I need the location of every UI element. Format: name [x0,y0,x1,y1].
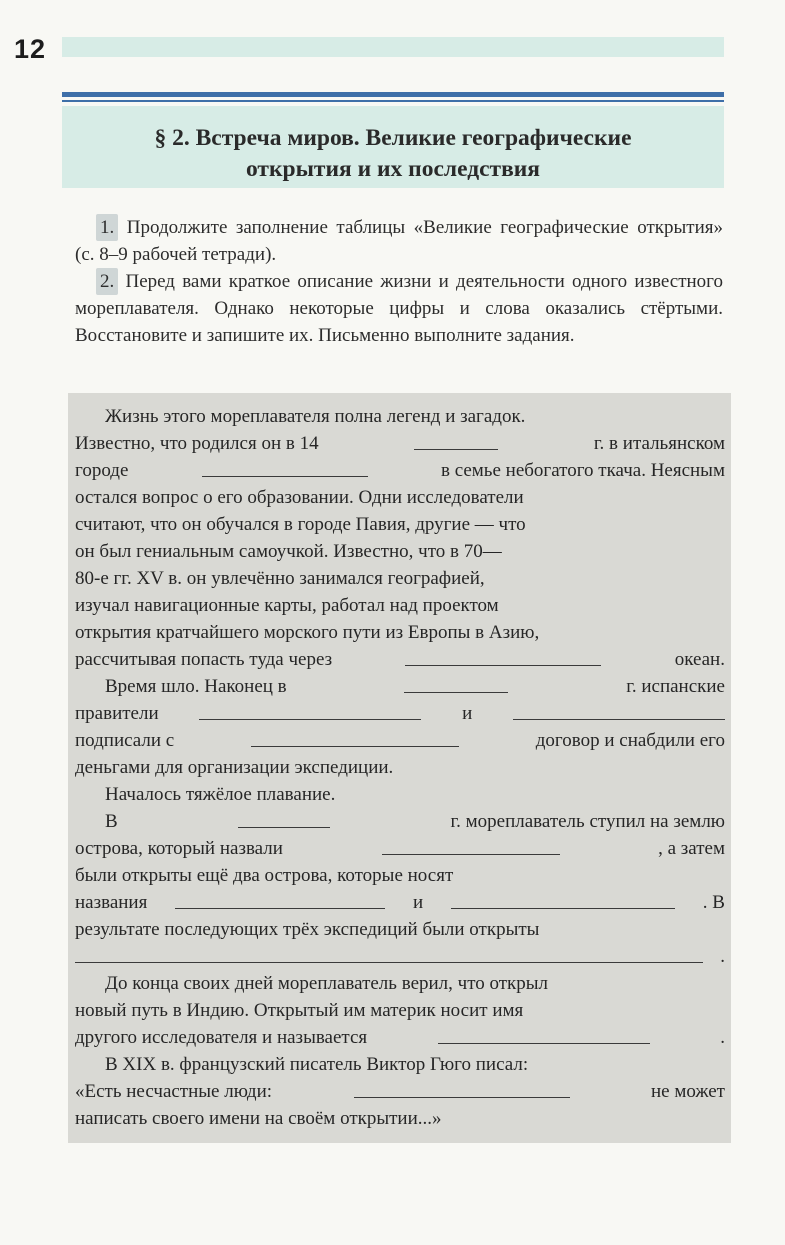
fill-blank[interactable] [414,430,498,450]
fill-blank[interactable] [75,943,703,963]
passage-line [75,565,725,593]
passage-text: были открыты ещё два острова, которые носят [75,865,454,886]
passage-line [75,808,725,836]
passage-text: г. испанские [626,676,725,697]
page-number: 12 [14,34,47,64]
passage-text: Жизнь этого мореплавателя полна легенд и загадок. [105,406,526,427]
passage-text: океан. [674,649,725,670]
fill-blank[interactable] [405,646,601,666]
task-2 [75,268,723,349]
section-title-line-1: § 2. Встреча миров. Великие географические [154,125,632,151]
passage-text: . В [702,892,725,913]
fill-blank[interactable] [404,673,508,693]
passage-text: и [462,703,473,724]
passage-line [75,1051,725,1079]
passage-text: . [720,946,725,967]
passage-line [75,1105,725,1133]
passage-text: считают, что он обучался в городе Павия, другие — что [75,514,526,535]
passage-text: результате последующих трёх экспедиций были открыты [75,919,540,940]
task-text: Продолжите заполнение таблицы «Великие географические открытия» (с. 8–9 рабочей тетради). [75,217,723,265]
passage-text: городе [75,460,129,481]
passage-line [75,727,725,755]
passage-text: . [720,1027,725,1048]
passage-line [75,862,725,890]
passage-line [75,943,725,971]
passage-line [75,754,725,782]
passage-text: названия [75,892,148,913]
fill-blank[interactable] [202,457,368,477]
passage-line [75,403,725,431]
passage-text: Время шло. Наконец в [105,676,287,697]
passage-text: написать своего имени на своём открытии...» [75,1108,442,1129]
passage-line [75,619,725,647]
passage-line [75,1078,725,1106]
section-title [62,106,724,188]
passage-line [75,997,725,1025]
passage-text: Известно, что родился он в 14 [75,433,319,454]
passage-line [75,673,725,701]
passage-text: подписали с [75,730,175,751]
passage-text: правители [75,703,159,724]
passage-line [75,970,725,998]
passage-line [75,646,725,674]
passage-text: «Есть несчастные люди: [75,1081,273,1102]
passage-text: рассчитывая попасть туда через [75,649,333,670]
passage-text: деньгами для организации экспедиции. [75,757,394,778]
passage-line [75,835,725,863]
passage-text: не может [650,1081,725,1102]
passage-text: г. в итальянском [593,433,725,454]
passage-text: другого исследователя и называется [75,1027,368,1048]
fill-blank[interactable] [238,808,330,828]
passage-text: новый путь в Индию. Открытый им материк носит имя [75,1000,524,1021]
passage-line [75,700,725,728]
passage-text: , а затем [658,838,725,859]
task-1 [75,214,723,268]
passage-line [75,1024,725,1052]
passage-line [75,592,725,620]
passage-line [75,484,725,512]
passage-text: В XIX в. французский писатель Виктор Гюго писал: [105,1054,529,1075]
passage-line [75,457,725,485]
passage-text: он был гениальным самоучкой. Известно, что в 70— [75,541,502,562]
passage-text: острова, который назвали [75,838,283,859]
passage-line [75,511,725,539]
passage-text: остался вопрос о его образовании. Одни исследователи [75,487,524,508]
passage-text: изучал навигационные карты, работал над проектом [75,595,499,616]
fill-blank[interactable] [438,1024,650,1044]
fill-blank[interactable] [451,889,675,909]
passage-line [75,430,725,458]
header-rule [62,92,724,97]
fill-blank[interactable] [354,1078,570,1098]
fill-blank[interactable] [513,700,725,720]
task-number: 2. [96,268,118,295]
passage-text: и [412,892,424,913]
header-rule-thin [62,100,724,102]
passage-text: До конца своих дней мореплаватель верил, что открыл [105,973,549,994]
passage-text: договор и снабдили его [535,730,725,751]
task-number: 1. [96,214,118,241]
fill-blank[interactable] [199,700,421,720]
passage-line [75,538,725,566]
task-text: Перед вами краткое описание жизни и деятельности одного известного мореплавателя. Однако некоторые цифры и слова оказались стёртыми. Восстановите и запишите их. Письменно выполните задания. [75,271,723,346]
passage-text: г. мореплаватель ступил на землю [450,811,725,832]
passage-text: В [105,811,118,832]
passage-text: 80-е гг. XV в. он увлечённо занимался географией, [75,568,485,589]
fill-blank[interactable] [175,889,385,909]
passage-line [75,916,725,944]
passage-line [75,889,725,917]
fill-blank[interactable] [251,727,459,747]
section-title-line-2: открытия и их последствия [245,156,541,182]
passage-text: Началось тяжёлое плавание. [105,784,336,805]
passage-text: открытия кратчайшего морского пути из Европы в Азию, [75,622,540,643]
fill-blank[interactable] [382,835,560,855]
passage-text: в семье небогатого ткача. Неясным [440,460,725,481]
header-band [62,37,724,57]
passage-line [75,781,725,809]
